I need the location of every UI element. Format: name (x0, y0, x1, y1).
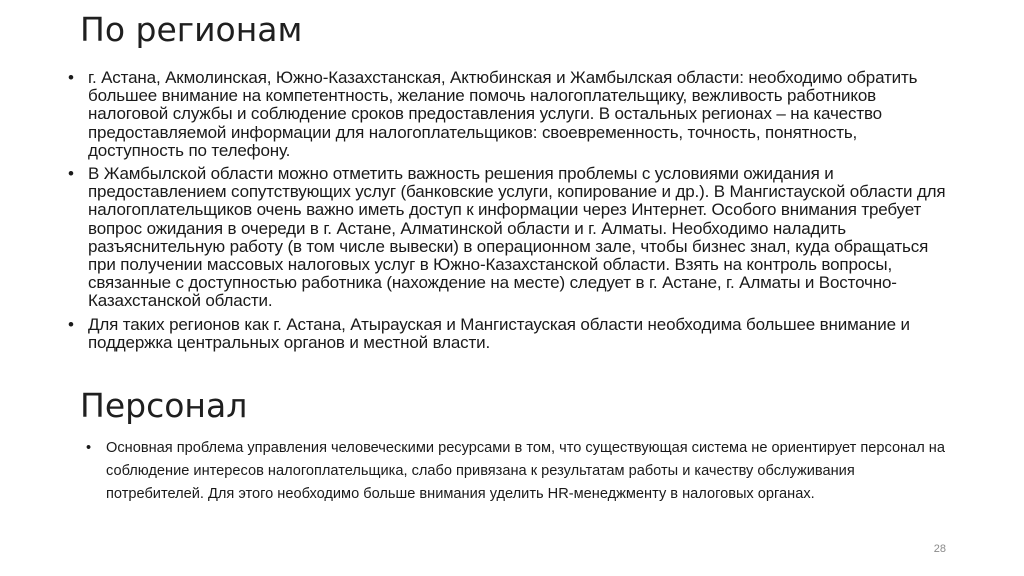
bullet-dot-icon: • (86, 440, 92, 456)
bullet-text: Основная проблема управления человеческими ресурсами в том, что существующая система не ориентирует персонал на соблюдение интересов налогоплательщика, слабо привязана к результатам работы и качеству обслуживания потребителей. Для этого необходимо больше внимания уделить HR-менеджменту в налоговых органах. (106, 440, 945, 503)
bullet-dot-icon: • (68, 164, 74, 184)
section-title-personnel: Персонал (80, 386, 248, 425)
bullet-text: В Жамбылской области можно отметить важность решения проблемы с условиями ожидания и предоставлением сопутствующих услуг (банковские услуги, копирование и др.). В Мангистауской области для налогоплательщиков очень важно иметь доступ к информации через Интернет. Особого внимания требует вопрос ожидания в очереди в г. Астане, Алматинской области и г. Алматы. Необходимо наладить разъяснительную работу (в том числе вывески) в операционном зале, чтобы бизнес знал, куда обращаться при получении массовых налоговых услуг в Южно-Казахстанской области. Взять на контроль вопросы, связанные с доступностью работника (нахождение на месте) следует в г. Астане, г. Алматы и Восточно-Казахстанской области. (88, 164, 946, 311)
regions-bullet-list (68, 69, 948, 357)
bullet-text: Для таких регионов как г. Астана, Атырауская и Мангистауская области необходима большее внимание и поддержка центральных органов и местной власти. (88, 314, 910, 352)
page-number: 28 (933, 543, 946, 555)
personnel-bullet-list (84, 437, 954, 507)
section-title-regions: По регионам (80, 10, 303, 49)
bullet-dot-icon: • (68, 68, 74, 87)
list-item (84, 437, 954, 507)
list-item (68, 316, 948, 352)
bullet-text: г. Астана, Акмолинская, Южно-Казахстанская, Актюбинская и Жамбылская области: необходимо обратить большее внимание на компетентность, желание помочь налогоплательщику, вежливость работников налоговой службы и соблюдение сроков предоставления услуги. В остальных регионах – на качество предоставляемой информации для налогоплательщиков: своевременность, точность, понятность, доступность по телефону. (88, 68, 918, 160)
list-item (68, 165, 948, 311)
list-item (68, 69, 948, 160)
bullet-dot-icon: • (68, 314, 74, 334)
